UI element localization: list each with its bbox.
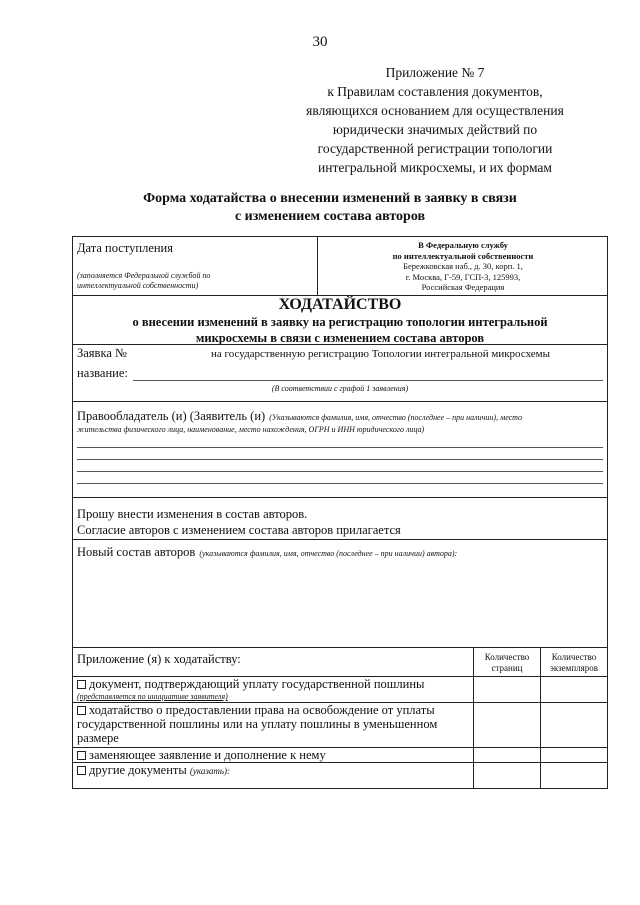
receipt-note bbox=[77, 271, 307, 291]
attachment-item-label: документ, подтверждающий уплату государственной пошлины bbox=[89, 677, 425, 691]
application-type-text: на государственную регистрацию Топологии интегральной микросхемы bbox=[211, 348, 551, 360]
petition-subtitle bbox=[73, 314, 607, 346]
pages-header-line: страниц bbox=[491, 663, 523, 673]
holder-field-line[interactable] bbox=[77, 447, 603, 448]
attachment-item-replacement bbox=[77, 748, 471, 763]
name-field-line[interactable] bbox=[133, 380, 603, 381]
form-title-line: с изменением состава авторов bbox=[234, 209, 426, 224]
other-docs-checkbox[interactable] bbox=[77, 766, 86, 775]
address-line: В Федеральную службу bbox=[418, 240, 508, 250]
addressee-block bbox=[319, 240, 607, 293]
exemption-checkbox[interactable] bbox=[77, 706, 86, 715]
petition-subtitle-line: о внесении изменений в заявку на регистрацию топологии интегральной bbox=[132, 315, 548, 329]
attachments-header: Приложение (я) к ходатайству: bbox=[77, 652, 241, 666]
receipt-note-line: (заполняется Федеральной службой по bbox=[77, 271, 211, 280]
application-name-note: (В соответствии с графой 1 заявления) bbox=[271, 384, 409, 393]
new-authors-block bbox=[77, 543, 457, 561]
application-number-label: Заявка № bbox=[77, 346, 127, 360]
attachment-item-note: (указать): bbox=[189, 766, 230, 776]
petition-subtitle-line: микросхемы в связи с изменением состава авторов bbox=[195, 331, 485, 345]
copies-header-line: Количество bbox=[551, 652, 597, 662]
holder-label: Правообладатель (и) (Заявитель (и) bbox=[77, 409, 266, 423]
divider bbox=[73, 401, 607, 402]
new-authors-note: (указываются фамилия, имя, отчество (последнее – при наличии) автора): bbox=[199, 549, 458, 558]
appendix-line: юридически значимых действий по bbox=[332, 122, 538, 137]
appendix-header bbox=[270, 63, 600, 177]
holder-note: (Указываются фамилия, имя, отчество (последнее – при наличии), место bbox=[269, 413, 522, 422]
holder-field-line[interactable] bbox=[77, 471, 603, 472]
receipt-date-label: Дата поступления bbox=[77, 241, 173, 255]
attachment-item-label: ходатайство о предоставлении права на освобождение от уплаты bbox=[89, 703, 435, 717]
payment-checkbox[interactable] bbox=[77, 680, 86, 689]
attachment-item-label: размере bbox=[77, 731, 119, 745]
pages-header-line: Количество bbox=[484, 652, 530, 662]
divider bbox=[73, 344, 607, 345]
divider bbox=[73, 539, 607, 540]
attachment-item-label: другие документы bbox=[89, 763, 187, 777]
address-line: по интеллектуальной собственности bbox=[392, 250, 534, 261]
form-title bbox=[60, 190, 600, 226]
address-line: г. Москва, Г-59, ГСП-3, 125993, bbox=[405, 271, 521, 282]
consent-text: Согласие авторов с изменением состава авторов прилагается bbox=[77, 523, 401, 537]
request-text: Прошу внести изменения в состав авторов. bbox=[77, 507, 308, 521]
holder-block bbox=[77, 410, 605, 424]
attachment-item-label: государственной пошлины или на уплату пошлины в уменьшенном bbox=[77, 717, 438, 731]
application-name-label: название: bbox=[77, 366, 128, 380]
appendix-line: являющихся основанием для осуществления bbox=[306, 103, 564, 118]
appendix-line: Приложение № 7 bbox=[385, 65, 485, 80]
petition-title: ХОДАТАЙСТВО bbox=[278, 296, 402, 313]
divider bbox=[73, 647, 607, 648]
attachment-item-label: заменяющее заявление и дополнение к нему bbox=[89, 748, 326, 762]
attachment-item-note: (представляется по инициативе заявителя) bbox=[77, 692, 228, 701]
copies-column-header bbox=[541, 652, 607, 674]
holder-note-cont: жительства физического лица, наименование, место нахождения, ОГРН и ИНН юридического лица) bbox=[77, 425, 425, 434]
address-line: Российская Федерация bbox=[421, 282, 505, 292]
new-authors-label: Новый состав авторов bbox=[77, 545, 196, 559]
copies-header-line: экземпляров bbox=[549, 663, 599, 673]
address-line: Бережковская наб., д. 30, корп. 1, bbox=[403, 261, 523, 271]
replacement-checkbox[interactable] bbox=[77, 751, 86, 760]
divider bbox=[317, 237, 318, 295]
form-title-line: Форма ходатайства о внесении изменений в заявку в связи bbox=[143, 191, 517, 206]
appendix-line: интегральной микросхемы, и их формам bbox=[318, 160, 552, 175]
divider bbox=[73, 497, 607, 498]
holder-field-line[interactable] bbox=[77, 459, 603, 460]
attachment-item-exemption bbox=[77, 703, 471, 745]
attachment-item-other bbox=[77, 763, 471, 778]
holder-field-line[interactable] bbox=[77, 483, 603, 484]
attachment-item-payment bbox=[77, 677, 471, 702]
appendix-line: к Правилам составления документов, bbox=[327, 84, 543, 99]
pages-column-header bbox=[474, 652, 540, 674]
page-number: 30 bbox=[312, 34, 328, 50]
receipt-note-line: интеллектуальной собственности) bbox=[77, 281, 199, 290]
appendix-line: государственной регистрации топологии bbox=[317, 141, 553, 156]
petition-form bbox=[72, 236, 608, 789]
